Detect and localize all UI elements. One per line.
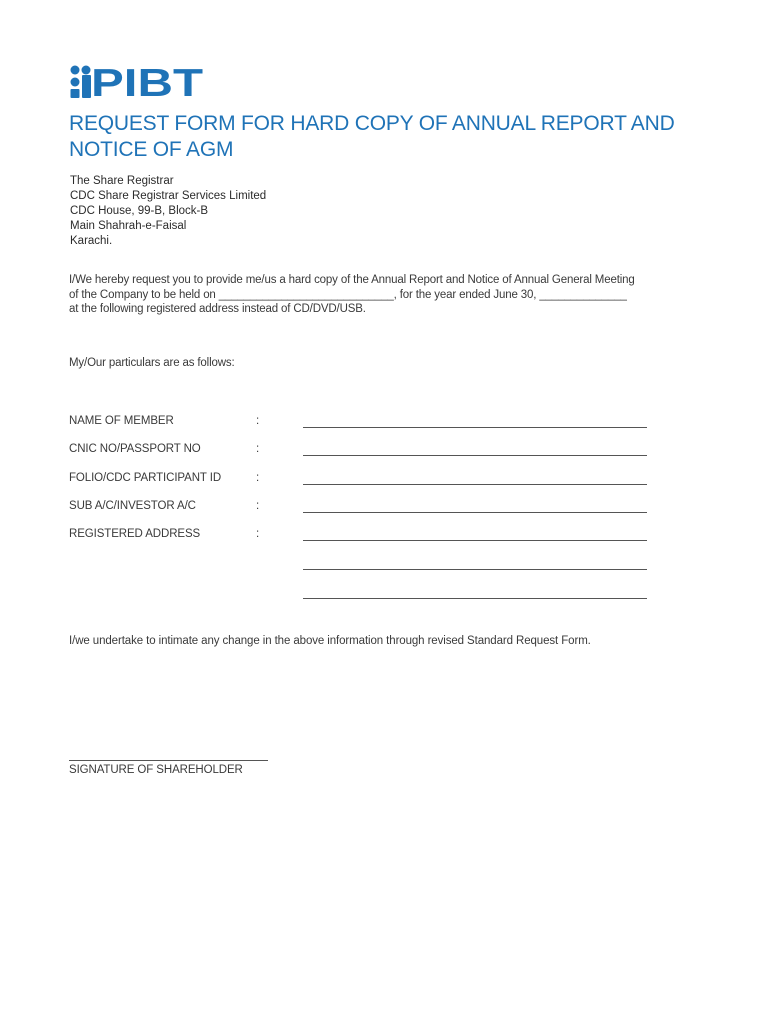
form-title [69, 111, 749, 163]
address-line-4: Main Shahrah-e-Faisal [70, 220, 187, 232]
field-colon: : [256, 472, 260, 484]
signature-field[interactable] [69, 760, 268, 761]
field-colon: : [256, 415, 260, 427]
field-label-cnic: CNIC NO/PASSPORT NO [69, 443, 201, 455]
cnic-field[interactable] [303, 455, 647, 456]
undertaking-statement: I/we undertake to intimate any change in the above information through revised Standard Request Form. [69, 635, 591, 647]
request-paragraph [69, 273, 729, 317]
field-colon: : [256, 528, 260, 540]
request-line-2: of the Company to be held on ____________________________, for the year ended June 30, ______________ [69, 288, 627, 301]
registered-address-field-line-3[interactable] [303, 598, 647, 599]
address-line-3: CDC House, 99-B, Block-B [70, 205, 209, 217]
field-label-name-of-member: NAME OF MEMBER [69, 415, 174, 427]
registrar-address [70, 174, 266, 249]
logo-text: PIBT [91, 64, 204, 98]
registered-address-field-line-1[interactable] [303, 540, 647, 541]
form-title-line-2: NOTICE OF AGM [69, 138, 234, 161]
request-line-3: at the following registered address instead of CD/DVD/USB. [69, 303, 366, 315]
pibt-logo [69, 64, 204, 98]
registered-address-field-line-2[interactable] [303, 569, 647, 570]
field-label-registered-address: REGISTERED ADDRESS [69, 528, 201, 540]
request-line-1: I/We hereby request you to provide me/us a hard copy of the Annual Report and Notice of Annual General Meeting [69, 274, 635, 286]
address-line-2: CDC Share Registrar Services Limited [70, 190, 267, 202]
field-colon: : [256, 443, 260, 455]
field-label-sub-account: SUB A/C/INVESTOR A/C [69, 500, 196, 512]
field-label-folio: FOLIO/CDC PARTICIPANT ID [69, 472, 222, 484]
field-colon: : [256, 500, 260, 512]
address-line-1: The Share Registrar [70, 175, 174, 187]
address-line-5: Karachi. [70, 235, 113, 247]
signature-label: SIGNATURE OF SHAREHOLDER [69, 764, 243, 776]
folio-field[interactable] [303, 484, 647, 485]
sub-account-field[interactable] [303, 512, 647, 513]
particulars-intro: My/Our particulars are as follows: [69, 357, 235, 369]
form-title-line-1: REQUEST FORM FOR HARD COPY OF ANNUAL REPORT AND [69, 112, 675, 135]
pibt-logo-icon [71, 66, 92, 99]
name-of-member-field[interactable] [303, 427, 647, 428]
